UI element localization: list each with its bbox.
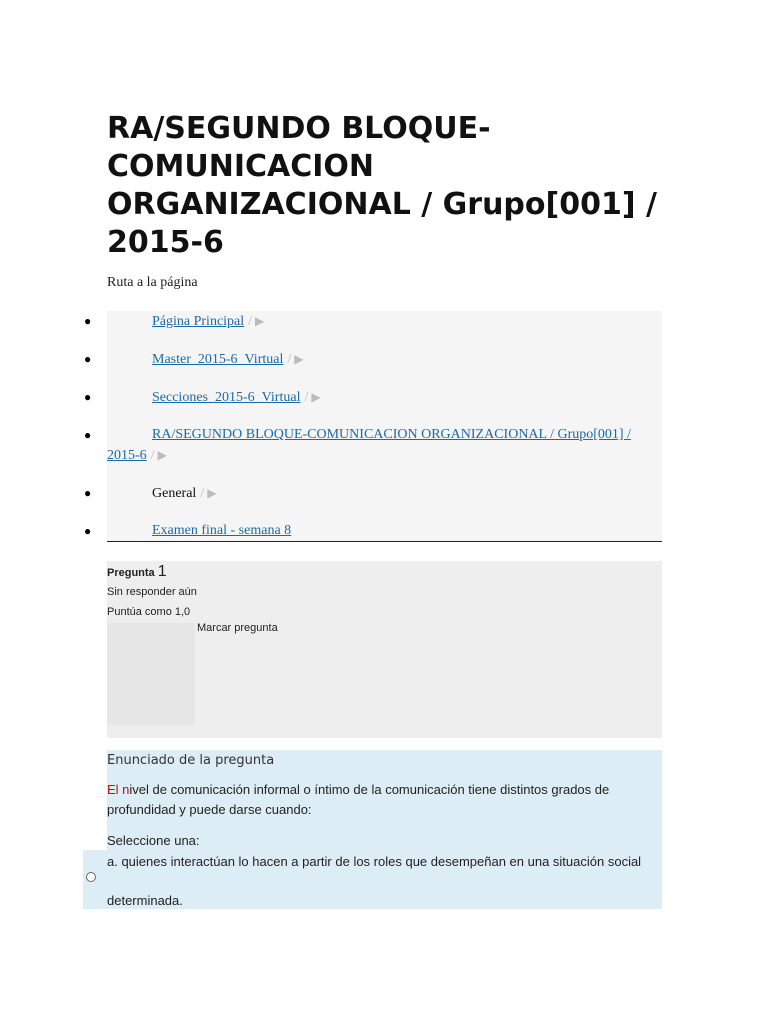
arrow-right-icon: ▶: [255, 314, 265, 328]
breadcrumb-link-sections[interactable]: Secciones_2015-6_Virtual: [152, 390, 301, 405]
answer-option-a-label-cont[interactable]: determinada.: [107, 893, 183, 908]
breadcrumb-link-master[interactable]: Master_2015-6_Virtual: [152, 352, 284, 367]
answer-prompt: Seleccione una:: [107, 833, 200, 848]
bullet-icon: ●: [84, 352, 92, 366]
question-score: Puntúa como 1,0: [107, 606, 191, 618]
flag-area: [107, 623, 195, 725]
breadcrumb-separator: /: [248, 314, 253, 329]
breadcrumb: [84, 311, 662, 542]
question-title: [107, 563, 167, 581]
breadcrumb-separator: /: [287, 352, 292, 367]
arrow-right-icon: ▶: [157, 448, 167, 462]
answer-option-a-label[interactable]: a. quienes interactúan lo hacen a partir de los roles que desempeñan en una situación social: [107, 854, 642, 869]
breadcrumb-separator: /: [150, 448, 155, 463]
breadcrumb-link-exam[interactable]: Examen final - semana 8: [152, 523, 292, 538]
question-status: Sin responder aún: [107, 586, 197, 598]
bullet-icon: ●: [84, 486, 92, 500]
breadcrumb-item-sections: [84, 387, 662, 408]
breadcrumb-text-general: General: [152, 486, 197, 501]
answer-option-a-radio[interactable]: [86, 872, 96, 882]
question-info-panel: [107, 561, 662, 738]
breadcrumb-item-master: [84, 349, 662, 370]
breadcrumb-link-course[interactable]: RA/SEGUNDO BLOQUE-COMUNICACION ORGANIZACIONAL / Grupo[001] / 2015-6: [107, 427, 631, 463]
breadcrumb-link-home[interactable]: Página Principal: [152, 314, 245, 329]
question-text-highlight: El n: [107, 782, 130, 797]
question-number: 1: [157, 563, 167, 580]
flag-question-button[interactable]: Marcar pregunta: [197, 622, 278, 634]
breadcrumb-separator: /: [200, 486, 205, 501]
breadcrumb-item-exam: [84, 521, 662, 541]
bullet-icon: ●: [84, 524, 92, 538]
breadcrumb-item-general: [84, 483, 662, 504]
question-text: [107, 780, 652, 820]
question-content-panel: [107, 750, 662, 909]
breadcrumb-label: Ruta a la página: [107, 275, 198, 290]
page-title: RA/SEGUNDO BLOQUE-COMUNICACION ORGANIZACIONAL / Grupo[001] / 2015-6: [107, 111, 657, 260]
question-heading: Enunciado de la pregunta: [107, 753, 275, 768]
bullet-icon: ●: [84, 390, 92, 404]
question-text-body: ivel de comunicación informal o íntimo de la comunicación tiene distintos grados de profundidad y puede darse cuando:: [107, 782, 610, 817]
question-title-label: Pregunta: [107, 567, 155, 579]
breadcrumb-item-course: [84, 425, 662, 466]
breadcrumb-separator: /: [304, 390, 309, 405]
arrow-right-icon: ▶: [294, 352, 304, 366]
bullet-icon: ●: [84, 314, 92, 328]
arrow-right-icon: ▶: [311, 390, 321, 404]
breadcrumb-item-home: [84, 311, 662, 332]
arrow-right-icon: ▶: [207, 486, 217, 500]
bullet-icon: ●: [84, 428, 92, 442]
